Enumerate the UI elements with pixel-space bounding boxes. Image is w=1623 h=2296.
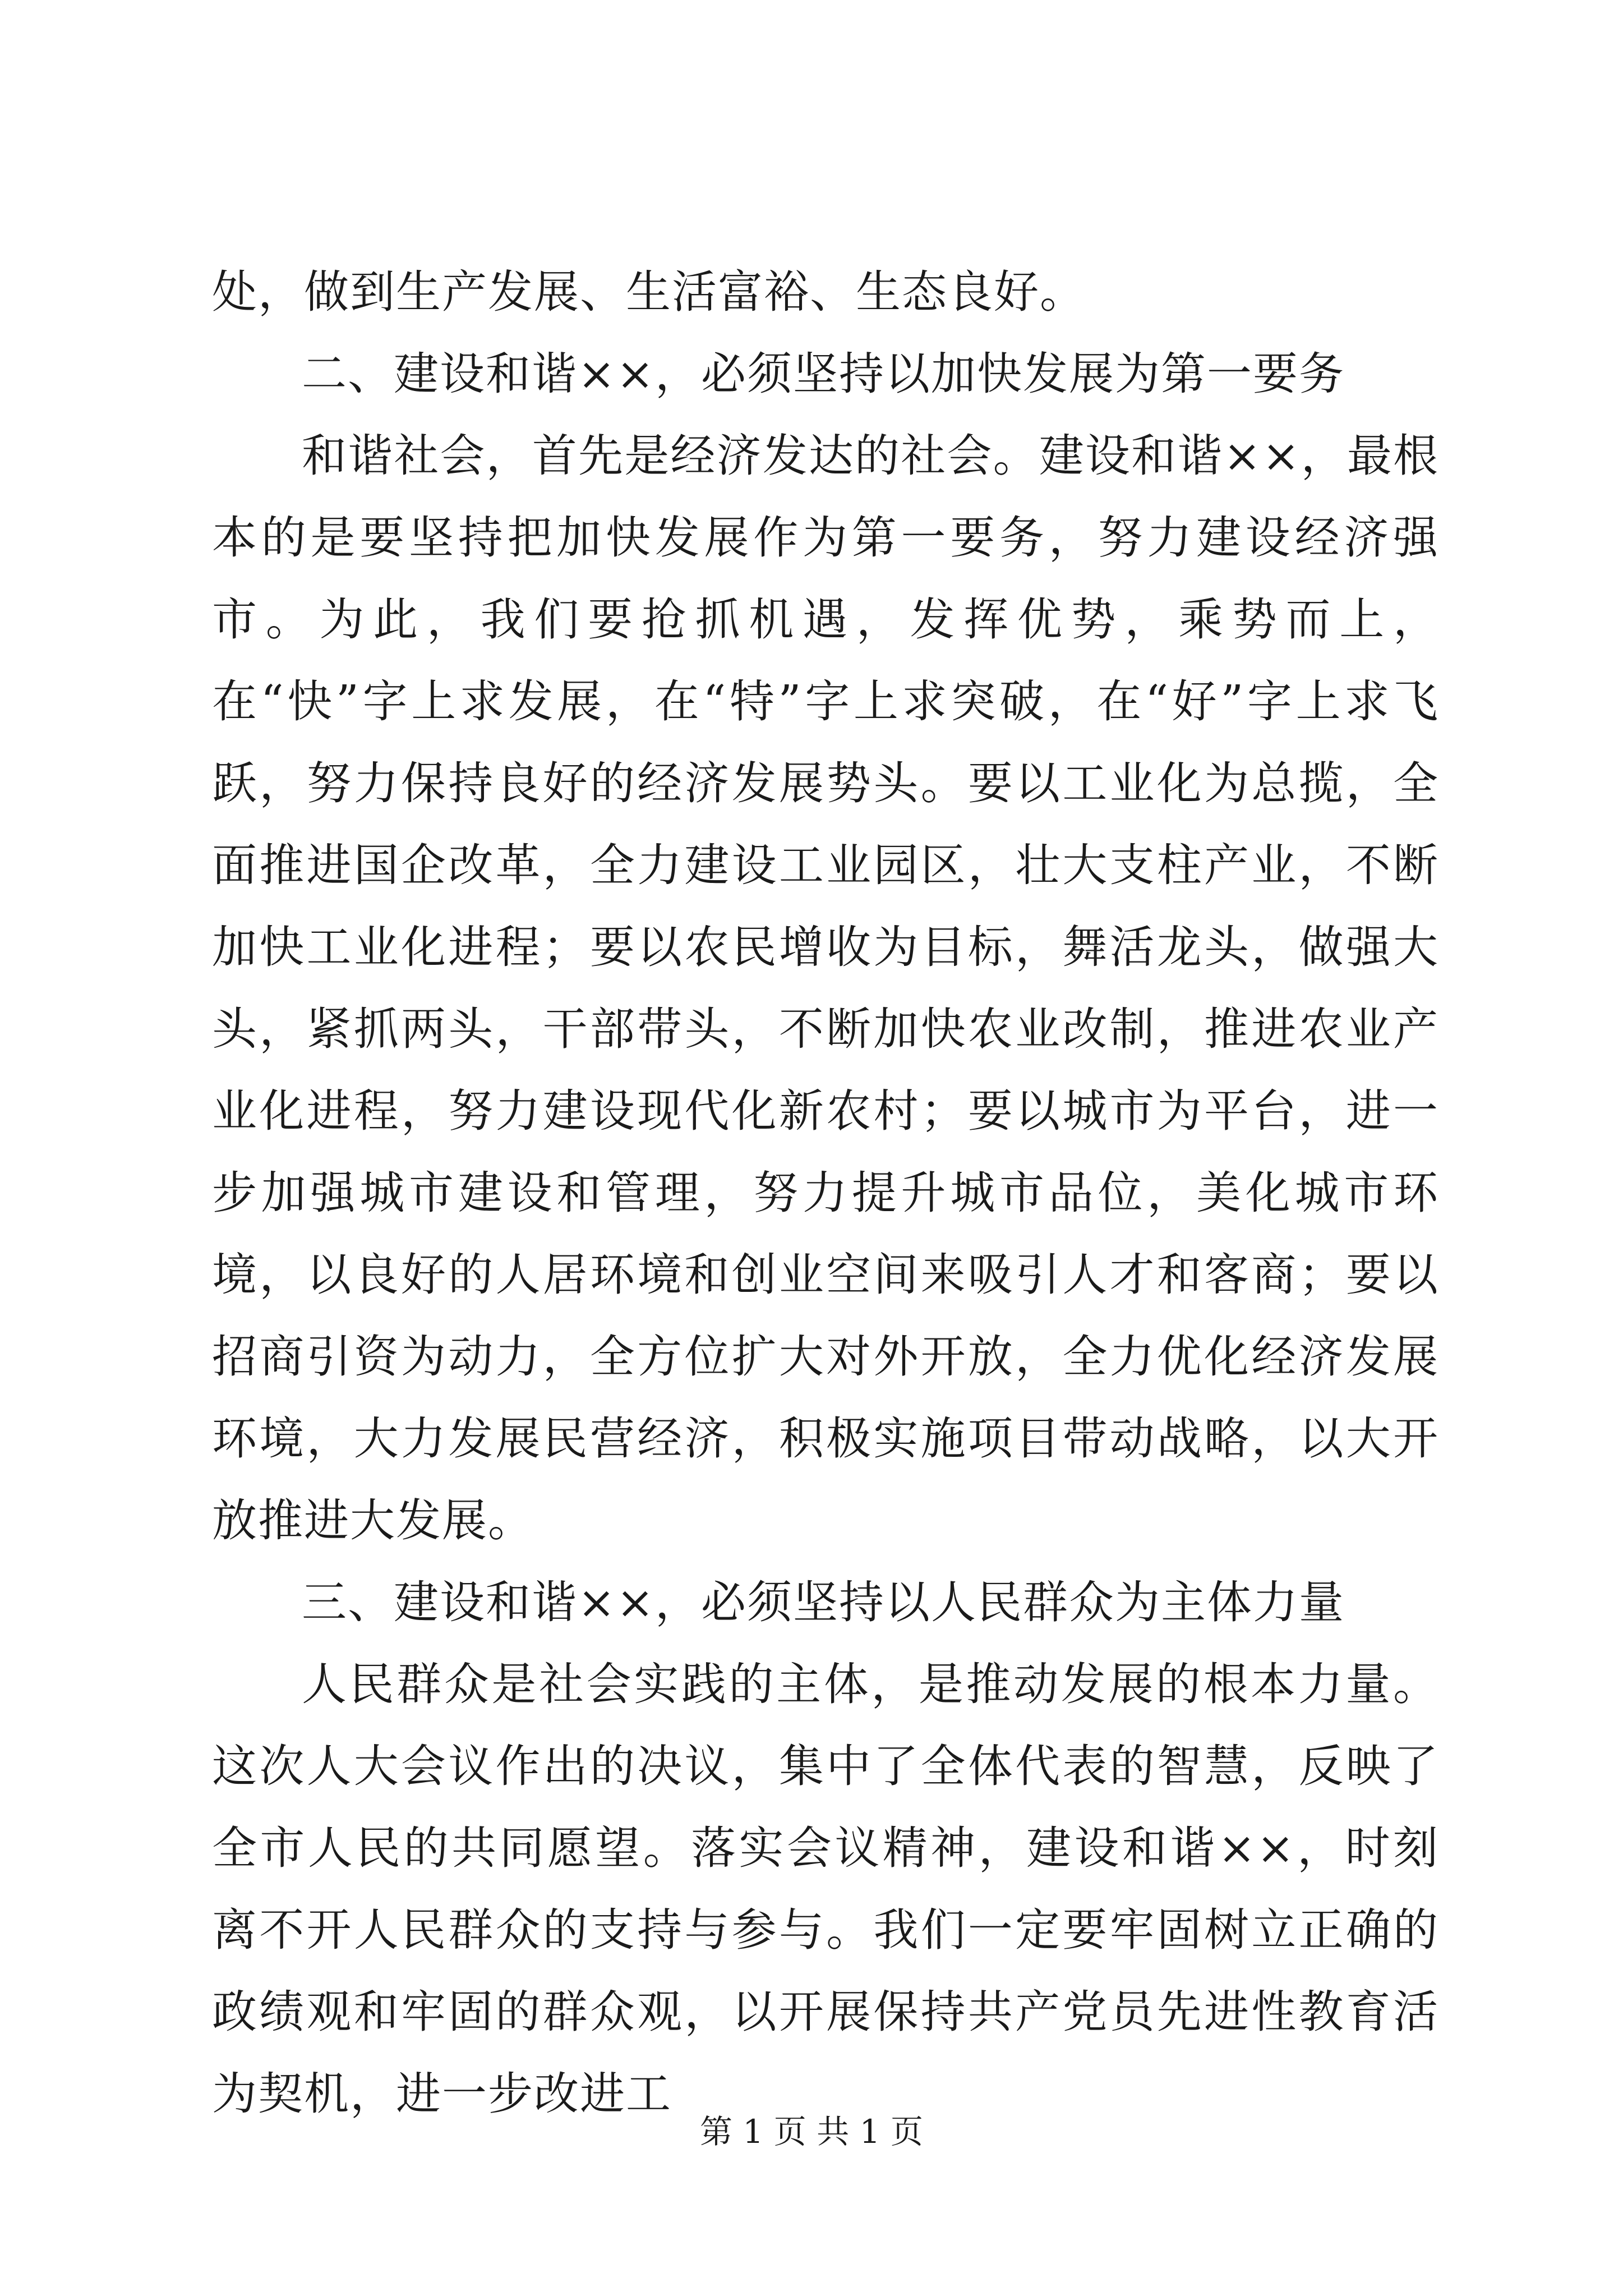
page-number-label: 第 1 页 共 1 页 <box>700 2113 923 2151</box>
paragraph-people-masses: 人民群众是社会实践的主体，是推动发展的根本力量。这次人大会议作出的决议，集中了全体代表的智慧，反映了全市人民的共同愿望。落实会议精神，建设和谐××，时刻离不开人民群众的支持与参与。我们一定要牢固树立正确的政绩观和牢固的群众观，以开展保持共产党员先进性教育活为契机，进一步改进工 <box>212 1658 1439 2120</box>
section-heading-two: 二、建设和谐××，必须坚持以加快发展为第一要务 <box>302 348 1345 400</box>
page-footer <box>0 2112 1623 2151</box>
document-body <box>212 251 1439 2135</box>
paragraph-economic-development: 和谐社会，首先是经济发达的社会。建设和谐××，最根本的是要坚持把加快发展作为第一要务，努力建设经济强市。为此，我们要抢抓机遇，发挥优势，乘势而上，在“快”字上求发展，在“特”字上求突破，在“好”字上求飞跃，努力保持良好的经济发展势头。要以工业化为总揽，全面推进国企改革，全力建设工业园区，壮大支柱产业，不断加快工业化进程；要以农民增收为目标，舞活龙头，做强大头，紧抓两头，干部带头，不断加快农业改制，推进农业产业化进程，努力建设现代化新农村；要以城市为平台，进一步加强城市建设和管理，努力提升城市品位，美化城市环境，以良好的人居环境和创业空间来吸引人才和客商；要以招商引资为动力，全方位扩大对外开放，全力优化经济发展环境，大力发展民营经济，积极实施项目带动战略，以大开放推进大发展。 <box>212 430 1439 1547</box>
section-heading-three: 三、建设和谐××，必须坚持以人民群众为主体力量 <box>302 1576 1345 1628</box>
paragraph-continuation: 处，做到生产发展、生活富裕、生态良好。 <box>212 266 1086 318</box>
